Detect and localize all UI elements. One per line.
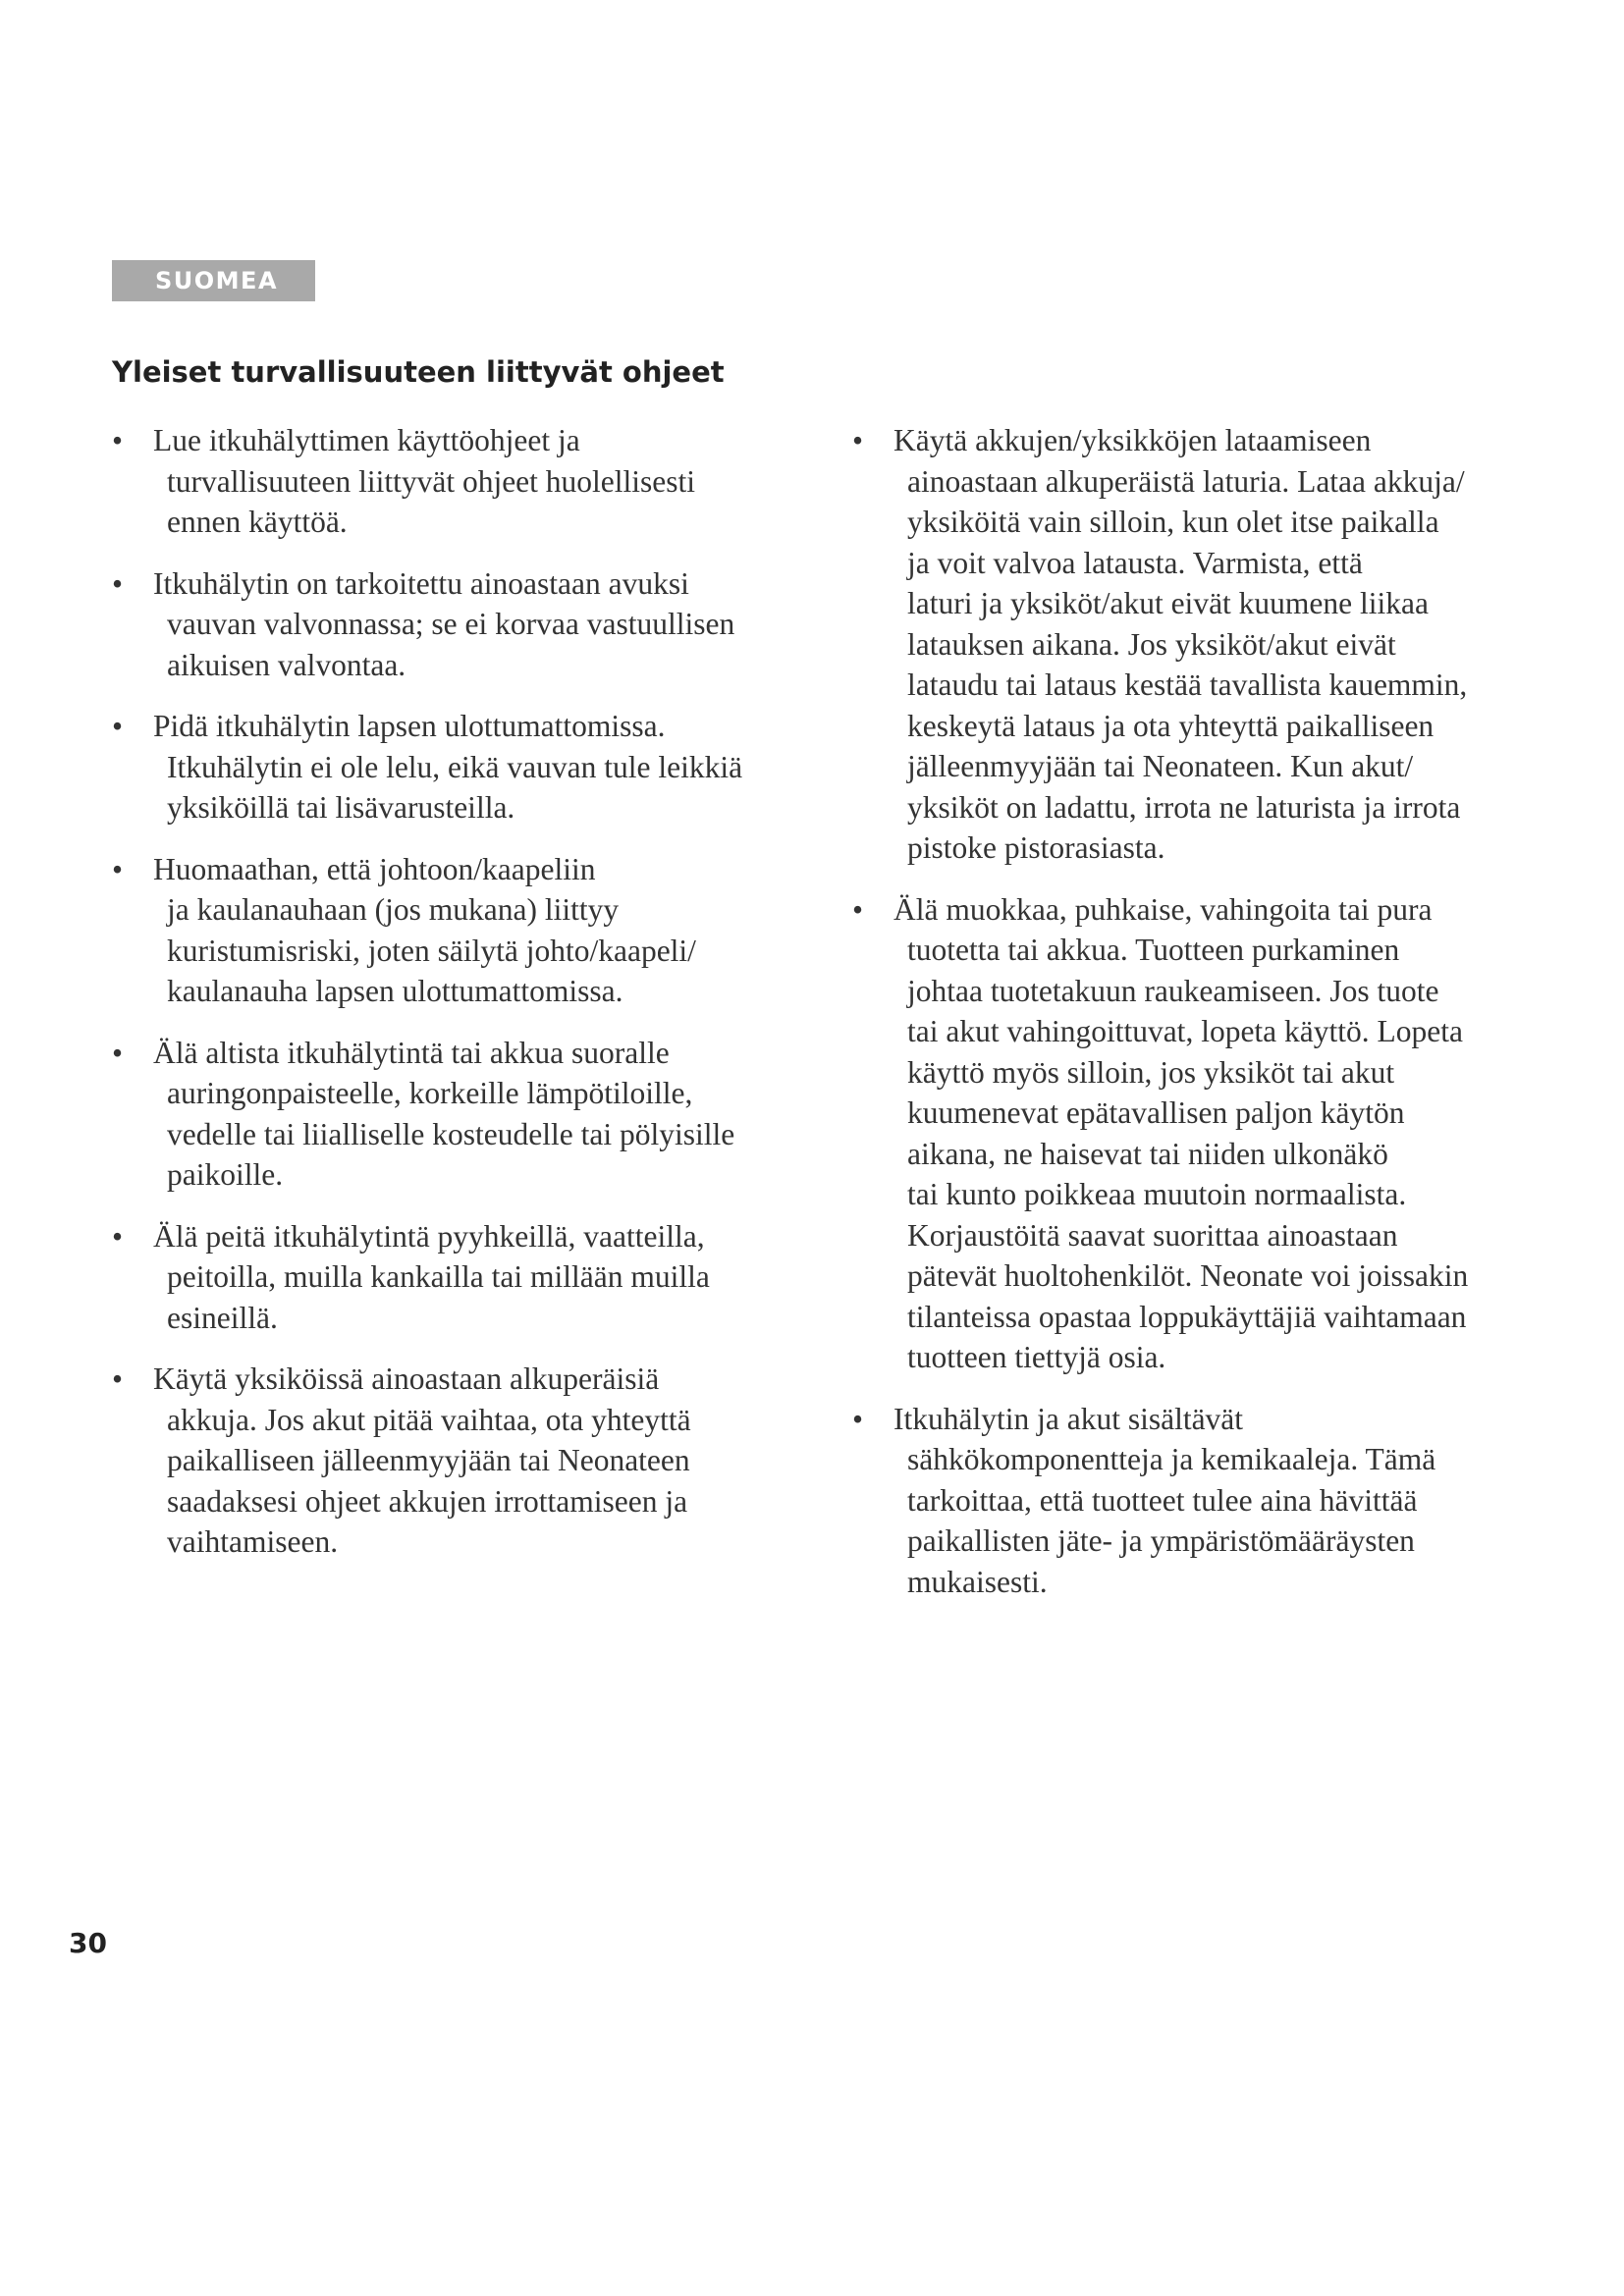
- instruction-text-line: auringonpaisteelle, korkeille lämpötiloille,: [167, 1076, 693, 1110]
- instruction-text-line: Käytä akkujen/yksikköjen lataamiseen: [893, 423, 1372, 457]
- instruction-text-line: paikalliseen jälleenmyyjään tai Neonateen: [167, 1443, 690, 1477]
- instruction-text-line: pistoke pistorasiasta.: [907, 830, 1165, 865]
- safety-instruction-item: [112, 1216, 799, 1339]
- safety-instruction-item: [112, 420, 799, 543]
- instruction-text-line: jälleenmyyjään tai Neonateen. Kun akut/: [907, 749, 1414, 783]
- instruction-text-line: ja voit valvoa latausta. Varmista, että: [907, 545, 1363, 580]
- instruction-text-line: keskeytä lataus ja ota yhteyttä paikalliseen: [907, 708, 1435, 743]
- safety-instruction-item: [852, 889, 1540, 1378]
- instruction-text-line: ainoastaan alkuperäistä laturia. Lataa akkuja/: [907, 463, 1465, 499]
- bullet-icon: •: [112, 709, 124, 743]
- instruction-text-line: kuristumisriski, joten säilytä johto/kaapeli/: [167, 933, 696, 968]
- bullet-icon: •: [112, 565, 124, 601]
- instruction-text-line: Itkuhälytin on tarkoitettu ainoastaan avuksi: [153, 565, 689, 601]
- safety-instruction-item: [852, 1399, 1540, 1603]
- instruction-text-line: tai akut vahingoittuvat, lopeta käyttö. Lopeta: [907, 1014, 1463, 1048]
- instruction-text-line: Korjaustöitä saavat suorittaa ainoastaan: [907, 1217, 1398, 1253]
- instruction-text-line: yksiköitä vain silloin, kun olet itse paikalla: [907, 505, 1439, 539]
- safety-instruction-item: [112, 1359, 799, 1563]
- instruction-text-line: ja kaulanauhaan (jos mukana) liittyy: [167, 892, 620, 927]
- right-bullet-list: [852, 420, 1540, 1602]
- instruction-text-line: kaulanauha lapsen ulottumattomissa.: [167, 974, 623, 1008]
- page-number: 30: [69, 1927, 107, 1959]
- safety-instruction-item: [112, 849, 799, 1012]
- instruction-text-line: ennen käyttöä.: [167, 505, 348, 539]
- bullet-icon: •: [112, 1362, 124, 1396]
- bullet-icon: •: [852, 891, 864, 927]
- instruction-text-line: yksiköt on ladattu, irrota ne laturista ja irrota: [907, 789, 1461, 825]
- instruction-text-line: Itkuhälytin ja akut sisältävät: [893, 1401, 1244, 1436]
- instruction-text-line: akkuja. Jos akut pitää vaihtaa, ota yhteyttä: [167, 1402, 691, 1437]
- instruction-text-line: Älä peitä itkuhälytintä pyyhkeillä, vaatteilla,: [153, 1218, 705, 1254]
- safety-instruction-item: [112, 706, 799, 828]
- instruction-text-line: saadaksesi ohjeet akkujen irrottamiseen ja: [167, 1483, 688, 1519]
- instruction-text-line: kuumenevat epätavallisen paljon käytön: [907, 1095, 1405, 1130]
- instruction-text-line: tarkoittaa, että tuotteet tulee aina hävittää: [907, 1482, 1418, 1518]
- instruction-text-line: tilanteissa opastaa loppukäyttäjiä vaihtamaan: [907, 1299, 1467, 1334]
- instruction-text-line: Itkuhälytin ei ole lelu, eikä vauvan tule leikkiä: [167, 749, 743, 784]
- instruction-text-line: vedelle tai liialliselle kosteudelle tai pölyisille: [167, 1116, 735, 1151]
- instruction-text-line: mukaisesti.: [907, 1564, 1048, 1599]
- right-column: [852, 420, 1540, 1623]
- instruction-text-line: pätevät huoltohenkilöt. Neonate voi joissakin: [907, 1258, 1469, 1293]
- instruction-text-line: tai kunto poikkeaa muutoin normaalista.: [907, 1177, 1407, 1211]
- instruction-text-line: latauksen aikana. Jos yksiköt/akut eivät: [907, 626, 1396, 662]
- instruction-text-line: vauvan valvonnassa; se ei korvaa vastuullisen: [167, 607, 735, 641]
- instruction-text-line: aikuisen valvontaa.: [167, 647, 406, 682]
- bullet-icon: •: [112, 851, 124, 886]
- instruction-text-line: yksiköillä tai lisävarusteilla.: [167, 790, 515, 825]
- instruction-text-line: tuotteen tiettyjä osia.: [907, 1340, 1166, 1374]
- instruction-text-line: turvallisuuteen liittyvät ohjeet huolellisesti: [167, 463, 696, 499]
- instruction-text-line: Käytä yksiköissä ainoastaan alkuperäisiä: [153, 1362, 660, 1396]
- instruction-text-line: käyttö myös silloin, jos yksiköt tai akut: [907, 1054, 1395, 1090]
- section-language-tab: SUOMEA: [112, 260, 315, 301]
- instruction-text-line: aikana, ne haisevat tai niiden ulkonäkö: [907, 1136, 1388, 1171]
- safety-instruction-item: [852, 420, 1540, 869]
- instruction-text-line: peitoilla, muilla kankailla tai millään muilla: [167, 1259, 710, 1294]
- instruction-text-line: Älä altista itkuhälytintä tai akkua suoralle: [153, 1035, 670, 1070]
- instruction-text-line: lataudu tai lataus kestää tavallista kauemmin,: [907, 667, 1468, 702]
- instruction-text-line: esineillä.: [167, 1300, 278, 1335]
- bullet-icon: •: [112, 423, 124, 457]
- bullet-icon: •: [112, 1218, 124, 1254]
- instruction-text-line: Älä muokkaa, puhkaise, vahingoita tai pura: [893, 891, 1433, 927]
- instruction-text-line: Huomaathan, että johtoon/kaapeliin: [153, 851, 596, 886]
- instruction-text-line: paikoille.: [167, 1157, 284, 1192]
- instruction-text-line: paikallisten jäte- ja ympäristömääräysten: [907, 1523, 1415, 1558]
- instruction-text-line: johtaa tuotetakuun raukeamiseen. Jos tuote: [907, 973, 1439, 1008]
- instruction-text-line: sähkökomponentteja ja kemikaaleja. Tämä: [907, 1442, 1436, 1476]
- page-heading: Yleiset turvallisuuteen liittyvät ohjeet: [112, 355, 725, 389]
- instruction-text-line: Pidä itkuhälytin lapsen ulottumattomissa.: [153, 709, 666, 743]
- safety-instruction-item: [112, 1033, 799, 1196]
- bullet-icon: •: [852, 423, 864, 457]
- left-column: [112, 420, 799, 1583]
- instruction-text-line: laturi ja yksiköt/akut eivät kuumene liikaa: [907, 586, 1429, 620]
- instruction-text-line: Lue itkuhälyttimen käyttöohjeet ja: [153, 423, 580, 457]
- instruction-text-line: tuotetta tai akkua. Tuotteen purkaminen: [907, 933, 1400, 967]
- bullet-icon: •: [852, 1401, 864, 1436]
- bullet-icon: •: [112, 1035, 124, 1070]
- instruction-text-line: vaihtamiseen.: [167, 1524, 339, 1559]
- safety-instruction-item: [112, 563, 799, 686]
- left-bullet-list: [112, 420, 799, 1563]
